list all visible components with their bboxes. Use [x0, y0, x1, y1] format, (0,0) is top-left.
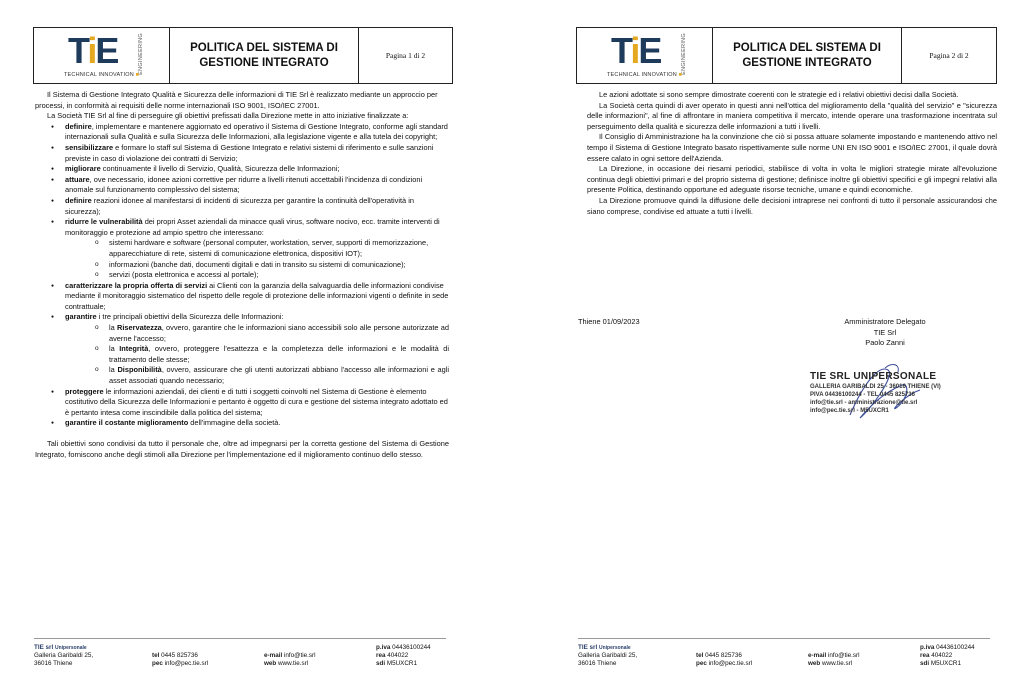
sub-list-item: o servizi (posta elettronica e accessi al portale);	[95, 270, 449, 281]
list-item: ● attuare, ove necessario, idonee azioni correttive per ridurre a livelli ritenuti accettabili l'incidenza di condizioni anomale sul funzionamento complessivo del sistema;	[53, 175, 449, 196]
sub-list-item: o la Integrità, ovvero, proteggere l'esattezza e la completezza delle informazioni e le modalità di trattamento delle stesse;	[95, 344, 449, 365]
page-number: Pagina 2 di 2	[929, 51, 969, 60]
sub-list-item: o la Riservatezza, ovvero, garantire che le informazioni siano accessibili solo alle persone autorizzate ad averne l'accesso;	[95, 323, 449, 344]
policy-body	[587, 90, 997, 217]
intro-paragraph: La Società TIE Srl al fine di perseguire gli obiettivi prefissati dalla Direzione mette in atto iniziative finalizzate a:	[47, 111, 409, 121]
place-date: Thiene 01/09/2023	[578, 317, 640, 326]
page-footer: TIE srl Unipersonale Galleria Garibaldi 25, 36016 Thiene tel 0445 825736 pec info@pec.tie.srl e-mail info@tie.srl web www.tie.srl p.iva 04436100244 rea 404022 sdi M5UXCR1	[34, 638, 446, 679]
list-item: ● proteggere le informazioni aziendali, dei clienti e di tutti i soggetti coinvolti nel Sistema di Gestione è elemento costitutivo della Sicurezza delle Informazioni e pertanto è oggetto di cura e gestione del sistema integrato adottato ed è pertanto intesa come inscindibile dalla politica del sistema;	[53, 387, 449, 419]
company-logo: TiE ENGINEERING TECHNICAL INNOVATION ■	[577, 28, 713, 83]
sub-list-item: o informazioni (banche dati, documenti digitali e dati in transito su sistemi di comunicazione);	[95, 260, 449, 271]
company-logo: TiE ENGINEERING TECHNICAL INNOVATION ■	[34, 28, 170, 83]
company-stamp: TIE SRL UNIPERSONALE GALLERIA GARIBALDI 25 - 36016 THIENE (VI) PIVA 04436100244 - TEL 0445 825736 info@tie.srl - amministrazione@tie.srl info@pec.tie.srl - M5UXCR1	[810, 371, 941, 414]
document-page-2	[512, 0, 1024, 682]
list-item: ● garantire i tre principali obiettivi della Sicurezza delle Informazioni: o la Riservatezza, ovvero, garantire che le informazioni siano accessibili solo alle persone autorizzate ad averne l'accesso; o la Integrità, ovvero, proteggere l'esattezza e la completezza delle informazioni e le modalità di trattamento delle stesse; o la Disponibilità, ovvero, assicurare che gli utenti autorizzati abbiano l'accesso alle informazioni e agli asset associati quando necessario;	[53, 312, 449, 386]
closing-paragraph: Tali obiettivi sono condivisi da tutto il personale che, oltre ad impegnarsi per la corretta gestione del Sistema di Gestione Integrato, forniscono anche degli stimoli alla Direzione per l'implementazione ed il miglioramento continuo dello stesso.	[35, 439, 449, 459]
sub-list-item: o sistemi hardware e software (personal computer, workstation, server, supporti di memorizzazione, apparecchiature di rete, sistemi di comunicazione elettronica, dispositivi IOT);	[95, 238, 449, 259]
document-title: POLITICA DEL SISTEMA DI GESTIONE INTEGRATO	[713, 28, 902, 83]
list-item: ● garantire il costante miglioramento dell'immagine della società.	[53, 418, 449, 429]
body-paragraph: La Società certa quindi di aver operato in questi anni nell'ottica del miglioramento della "qualità del servizio" e "sicurezza delle informazioni", al fine di affrontare in maniera competitiva il mercato, intende operare una trasformazione incentrata sul perseguimento della qualità e sicurezza delle informazioni a tutti i livelli.	[587, 100, 997, 131]
list-item: ● sensibilizzare e formare lo staff sul Sistema di Gestione Integrato e relativi sistemi di riferimento e sulle sanzioni previste in caso di violazione dei contratti di Servizio;	[53, 143, 449, 164]
body-paragraph: La Direzione promuove quindi la diffusione delle decisioni intraprese nei confronti di tutto il personale assicurandosi che siano comprese, condivise ed attuate a tutti i livelli.	[587, 195, 997, 216]
page-number: Pagina 1 di 2	[385, 51, 426, 60]
document-title: POLITICA DEL SISTEMA DI GESTIONE INTEGRATO	[170, 28, 359, 83]
list-item: ● definire, implementare e mantenere aggiornato ed operativo il Sistema di Gestione Integrato, conforme agli standard internazionali sulla Qualità e sulla Sicurezza delle Informazioni, alla legislazione vigente e alla tutela dei copyright;	[53, 122, 449, 143]
list-item: ● migliorare continuamente il livello di Servizio, Qualità, Sicurezza delle Informazioni;	[53, 164, 449, 175]
list-item: ● ridurre le vulnerabilità dei propri Asset aziendali da minacce quali virus, software nocivo, ecc. tramite interventi di monitoraggio e protezione ad ampio spettro che interessano: o sistemi hardware e software (personal computer, workstation, server, supporti di memorizzazione, apparecchiature di rete, sistemi di comunicazione elettronica, dispositivi IOT); o informazioni (banche dati, documenti digitali e dati in transito su sistemi di comunicazione); o servizi (posta elettronica e accessi al portale);	[53, 217, 449, 281]
policy-body	[35, 90, 449, 460]
sub-list-item: o la Disponibilità, ovvero, assicurare che gli utenti autorizzati abbiano l'accesso alle informazioni e agli asset associati quando necessario;	[95, 365, 449, 386]
intro-paragraph: Il Sistema di Gestione Integrato Qualità e Sicurezza delle informazioni di TIE Srl è realizzato mediante un approccio per processi, in conformità ai requisiti delle norme internazionali ISO 9001, ISO/IEC 27001.	[35, 90, 438, 110]
body-paragraph: Le azioni adottate si sono sempre dimostrate coerenti con le strategie ed i relativi obiettivi decisi dalla Società.	[599, 90, 959, 99]
signatory-block: Amministratore Delegato TIE Srl Paolo Zanni	[844, 317, 926, 347]
list-item: ● definire reazioni idonee al manifestarsi di incidenti di sicurezza per garantire la continuità dell'operatività in sicurezza);	[53, 196, 449, 217]
body-paragraph: Il Consiglio di Amministrazione ha la convinzione che ciò si possa attuare solamente impostando e mantenendo attivo nel tempo il Sistema di Gestione Integrato basato rispettivamente sulle norme UNI EN ISO 9001 e ISO/IEC 27001, il quale dovrà essere calato in ogni settore dell'Azienda.	[587, 132, 997, 163]
body-paragraph: La Direzione, in occasione dei riesami periodici, stabilisce di volta in volta le migliori strategie mirate all'evoluzione continua degli obiettivi primari e del proprio sistema di gestione; definisce inoltre gli obiettivi specifici e gli impegni relativi alla presente Politica, destinando opportune ed adeguate risorse tecniche, umane e quindi economiche.	[587, 164, 997, 195]
list-item: ● caratterizzare la propria offerta di servizi ai Clienti con la garanzia della salvaguardia delle informazioni condivise mediante il monitoraggio sistematico del rispetto delle regole di protezione delle informazioni vigenti o definite in sede contrattuale;	[53, 281, 449, 313]
objectives-list	[35, 122, 449, 429]
page-footer: TIE srl Unipersonale Galleria Garibaldi 25, 36016 Thiene tel 0445 825736 pec info@pec.tie.srl e-mail info@tie.srl web www.tie.srl p.iva 04436100244 rea 404022 sdi M5UXCR1	[578, 638, 990, 679]
page-header	[576, 27, 997, 84]
page-header	[33, 27, 453, 84]
